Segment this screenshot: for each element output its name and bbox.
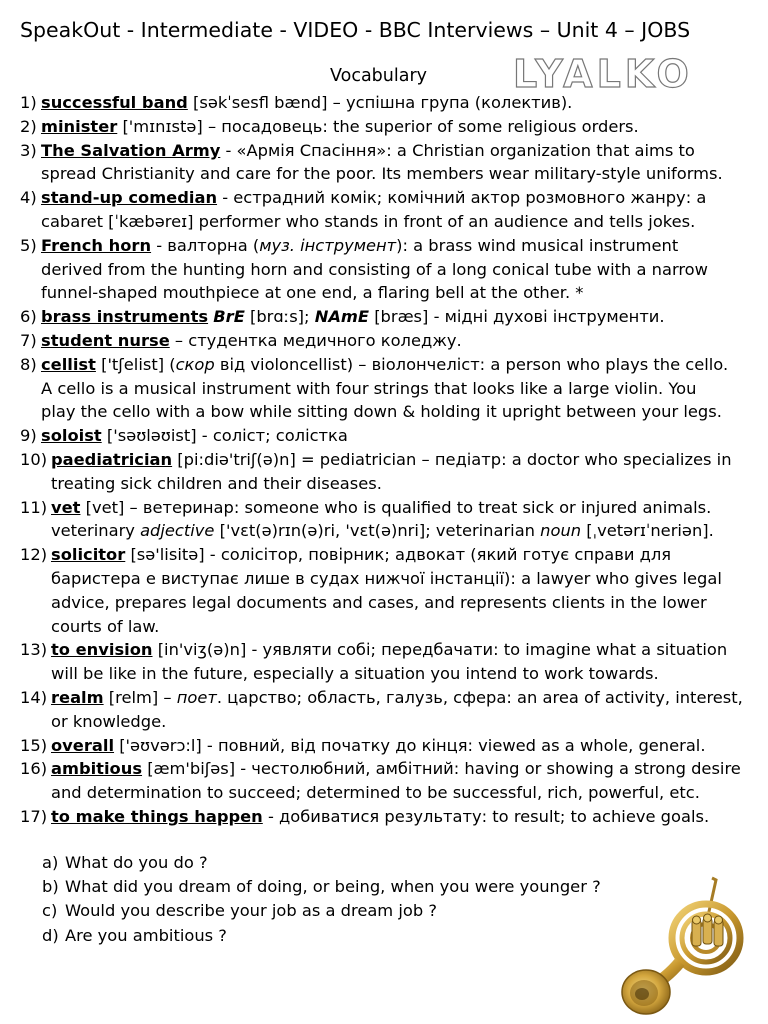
vocab-entry (20, 448, 760, 496)
entry-number: 15) (20, 735, 48, 755)
entry-text: [bræs] - мідні духові інструменти. (369, 307, 665, 327)
vocab-entry (20, 186, 760, 234)
entry-number: 14) (20, 687, 48, 707)
question-item (42, 875, 601, 899)
question-letter: a) (42, 853, 59, 872)
vocab-term: cellist (41, 354, 96, 374)
entry-text: – студентка медичного коледжу. (169, 330, 462, 350)
entry-number: 13) (20, 640, 48, 660)
question-text: Are you ambitious ? (65, 925, 227, 945)
vocab-entry (20, 686, 760, 734)
entry-line (51, 496, 760, 520)
vocab-entry (20, 305, 760, 329)
entry-text: ['tʃelist] ( (95, 354, 176, 374)
entry-line (51, 757, 760, 781)
entry-number: 6) (20, 307, 37, 327)
entry-line (41, 186, 760, 210)
entry-text: [æm'biʃəs] - честолюбний, амбітний: having or showing a strong desire (142, 759, 741, 779)
vocab-entry (20, 805, 760, 829)
entry-text: will be like in the future, especially a situation you intend to work towards. (51, 664, 659, 684)
entry-text: A cello is a musical instrument with four strings that looks like a large violin. You (41, 378, 697, 398)
entry-number: 11) (20, 497, 48, 517)
entry-number: 2) (20, 116, 37, 136)
vocab-term: student nurse (41, 330, 170, 350)
entry-text: баристера е виступає лише в судах нижчої інстанції): a lawyer who gives legal (51, 568, 722, 588)
entry-line (41, 234, 760, 258)
vocabulary-heading: Vocabulary (330, 66, 428, 86)
vocab-term: stand-up comedian (41, 188, 218, 208)
entry-text: spread Christianity and care for the poor. Its members wear military-style uniforms. (41, 164, 723, 184)
vocab-entry (20, 496, 760, 544)
question-item (42, 924, 601, 948)
italic-note: noun (540, 521, 582, 541)
entry-text: and determination to succeed; determined to be successful, rich, powerful, etc. (51, 783, 700, 803)
vocab-term: realm (51, 687, 104, 707)
italic-note: скор (175, 354, 215, 374)
italic-note: муз. інструмент (259, 235, 397, 255)
entry-line (51, 543, 760, 567)
entry-line (41, 91, 760, 115)
entry-text: ['vɛt(ə)rɪn(ə)ri, 'vɛt(ə)nri]; veterinarian (214, 521, 541, 541)
entry-text: [in'viʒ(ə)n] - уявляти собі; передбачати: to imagine what a situation (152, 640, 728, 660)
entry-number: 1) (20, 93, 37, 112)
question-text: What did you dream of doing, or being, when you were younger ? (65, 877, 601, 897)
entry-text: derived from the hunting horn and consisting of a long conical tube with a narrow (41, 259, 708, 279)
entry-text: treating sick children and their diseases. (51, 473, 382, 493)
entry-line (51, 615, 760, 639)
entry-line (51, 638, 760, 662)
entry-text: cabaret [ˈkæbəreɪ] performer who stands in front of an audience and tells jokes. (41, 211, 696, 231)
entry-line (41, 210, 760, 234)
vocab-term: solicitor (51, 545, 126, 565)
entry-number: 10) (20, 449, 48, 469)
vocab-term: ambitious (51, 759, 143, 779)
entry-line (51, 519, 760, 543)
vocab-entry (20, 757, 760, 805)
entry-line (41, 400, 760, 424)
entry-text: ['əʊvərɔ:l] - повний, від початку до кінця: viewed as a whole, general. (114, 735, 706, 755)
vocab-entry (20, 638, 760, 686)
italic-note: поет (176, 687, 217, 707)
vocab-term: soloist (41, 426, 102, 446)
entry-text: - естрадний комік; комічний актор розмовного жанру: a (217, 188, 707, 208)
entry-text: . царство; область, галузь, сфера: an area of activity, interest, (216, 687, 743, 707)
entry-text: [səkˈsesfl bænd] – успішна група (колектив). (187, 93, 573, 112)
vocab-term: brass instruments (41, 307, 209, 327)
vocab-entry (20, 139, 760, 187)
vocab-term: minister (41, 116, 118, 136)
entry-line (41, 305, 760, 329)
vocab-entry (20, 543, 760, 638)
entry-text: or knowledge. (51, 711, 167, 731)
question-text: Would you describe your job as a dream job ? (65, 901, 437, 921)
vocab-term: to envision (51, 640, 153, 660)
french-horn-icon (620, 876, 756, 1016)
entry-line (51, 805, 760, 829)
entry-line (41, 258, 760, 282)
entry-text: - «Армія Спасіння»: a Christian organization that aims to (220, 140, 695, 160)
entry-line (51, 448, 760, 472)
entry-number: 4) (20, 188, 37, 208)
entry-line (41, 329, 760, 353)
entry-number: 16) (20, 759, 48, 779)
question-letter: b) (42, 877, 59, 897)
page-title: SpeakOut - Intermediate - VIDEO - BBC Interviews – Unit 4 – JOBS (20, 18, 691, 42)
entry-text: [vet] – ветеринар: someone who is qualified to treat sick or injured animals. (80, 497, 712, 517)
entry-text: [ˌvetərɪˈneriən]. (581, 521, 714, 541)
entry-line (41, 162, 760, 186)
entry-number: 8) (20, 354, 37, 374)
entry-text: - валторна ( (151, 235, 260, 255)
entry-text: advice, prepares legal documents and cases, and represents clients in the lower (51, 592, 707, 612)
vocab-entry (20, 353, 760, 424)
entry-line (51, 472, 760, 496)
entry-text: від violoncellist) – віолончеліст: a person who plays the cello. (214, 354, 729, 374)
entry-text: ): a brass wind musical instrument (396, 235, 679, 255)
entry-number: 17) (20, 806, 48, 826)
vocab-entry (20, 329, 760, 353)
entry-line (41, 281, 760, 305)
vocab-entry (20, 424, 760, 448)
entry-number: 7) (20, 330, 37, 350)
entry-line (51, 734, 760, 758)
entry-text: veterinary (51, 521, 141, 541)
vocab-term: paediatrician (51, 449, 173, 469)
entry-number: 9) (20, 426, 37, 446)
vocab-term: successful band (41, 93, 188, 112)
entry-text: courts of law. (51, 616, 160, 636)
vocab-entry (20, 234, 760, 305)
lyalko-logo: LYALKO (513, 52, 693, 96)
entry-text: funnel-shaped mouthpiece at one end, a flaring bell at the other. * (41, 283, 584, 303)
vocab-term: to make things happen (51, 806, 263, 826)
variant-label: BrE (213, 307, 245, 327)
entry-line (51, 662, 760, 686)
entry-line (41, 139, 760, 163)
vocabulary-list (20, 91, 760, 829)
entry-line (41, 115, 760, 139)
vocab-term: overall (51, 735, 115, 755)
question-item (42, 899, 601, 923)
entry-line (51, 591, 760, 615)
entry-number: 3) (20, 140, 37, 160)
vocab-entry (20, 115, 760, 139)
question-letter: c) (42, 901, 58, 921)
entry-number: 12) (20, 545, 48, 565)
variant-label: NAmE (314, 307, 370, 327)
italic-note: adjective (140, 521, 215, 541)
entry-text: ['səʊləʊist] - соліст; солістка (101, 426, 348, 446)
discussion-questions (42, 851, 601, 948)
entry-text: [relm] – (103, 687, 177, 707)
entry-line (41, 424, 760, 448)
entry-line (51, 567, 760, 591)
vocab-entry (20, 91, 760, 115)
entry-line (51, 686, 760, 710)
entry-number: 5) (20, 235, 37, 255)
entry-text: ['mɪnɪstə] – посадовець: the superior of some religious orders. (117, 116, 639, 136)
question-letter: d) (42, 925, 59, 945)
entry-text: [pi:diə'triʃ(ə)n] = pediatrician – педіатр: a doctor who specializes in (172, 449, 732, 469)
entry-text: [brɑːs]; (244, 307, 315, 327)
vocab-term: vet (51, 497, 81, 517)
entry-text: [sə'lisitə] - солісітор, повірник; адвокат (який готує справи для (125, 545, 672, 565)
entry-line (51, 781, 760, 805)
entry-line (51, 710, 760, 734)
question-text: What do you do ? (65, 853, 208, 872)
entry-line (41, 377, 760, 401)
entry-text: play the cello with a bow while sitting down & holding it upright between your legs. (41, 402, 722, 422)
vocab-term: French horn (41, 235, 152, 255)
entry-text: - добиватися результату: to result; to achieve goals. (262, 806, 710, 826)
vocab-term: The Salvation Army (41, 140, 221, 160)
vocab-entry (20, 734, 760, 758)
entry-line (41, 353, 760, 377)
question-item (42, 851, 601, 875)
